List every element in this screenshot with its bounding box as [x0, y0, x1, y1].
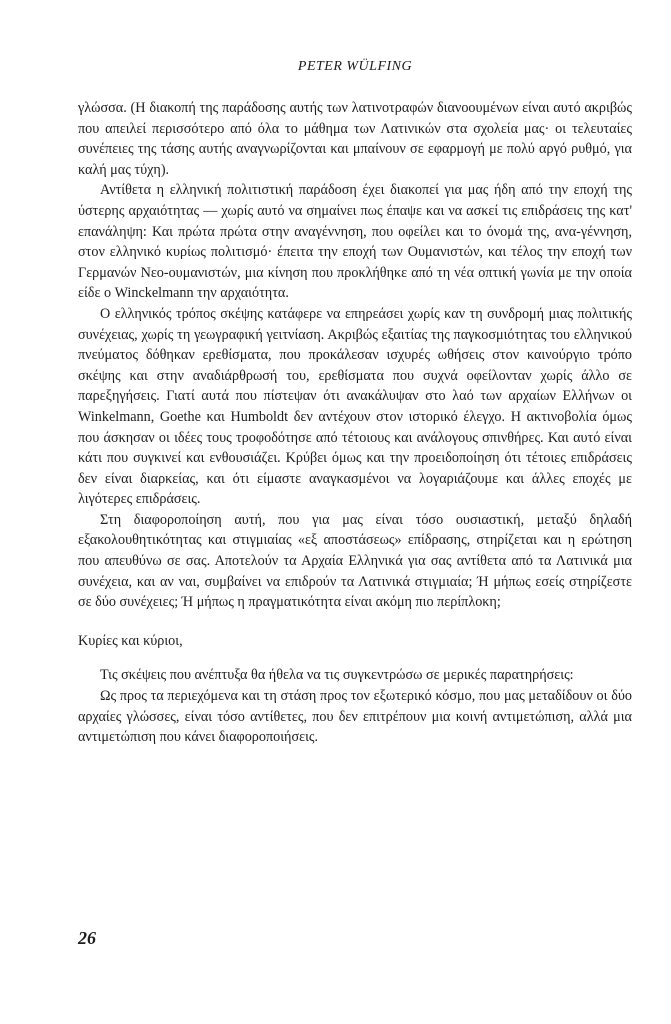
running-head: PETER WÜLFING [297, 59, 413, 74]
paragraph-differentiation: Στη διαφοροποίηση αυτή, που για μας είναι τόσο ουσιαστική, μεταξύ δηλαδή εξακολουθητικότητας και στιγμιαίας «εξ αποστάσεως» επίδρασης, στηρίζεται και η ερώτηση που απευθύνω σε σας. Αποτελούν τα Αρχαία Ελληνικά για σας αντίθετα από τα Λατινικά μια συνέχεια, και αν ναι, συμβαίνει να επιδρούν τα Λατινικά στιγμιαία; Ή μήπως εσείς στηρίζεστε σε δύο συνέχειες; Ή μήπως η πραγματικότητα είναι ακόμη πιο περίπλοκη; [78, 511, 632, 611]
page-number: 26 [78, 928, 96, 948]
paragraph-continuation: γλώσσα. (Η διακοπή της παράδοσης αυτής των λατινοτραφών διανοουμένων είναι αυτό ακριβώς που απειλεί περισσότερο από όλα το μάθημα των Λατινικών στα σχολεία μας· οι τελευταίες συνέπειες της τάσης αυτής αναγνωρίζονται και μπαίνουν σε εφαρμογή με πολύ αργό ρυθμό, για καλή μας τύχη). [78, 100, 632, 178]
paragraph-greek-tradition: Αντίθετα η ελληνική πολιτιστική παράδοση έχει διακοπεί για μας ήδη από την εποχή της ύστερης αρχαιότητας — χωρίς αυτό να σημαίνει πως έπαψε και να ασκεί τις επιδράσεις της κατ' επανάληψη: Και πρώτα πρώτα στην αναγέννηση, που οφείλει και το όνομά της, ανα-γέννηση, στον ελληνικό κυρίως πολιτισμό· έπειτα την εποχή των Ουμανιστών, και τέλος την εποχή των Γερμανών Νεο-ουμανιστών, μια κίνηση που προκλήθηκε από τη νέα οπτική γωνία με την οποία είδε ο Winckelmann την αρχαιότητα. [78, 182, 632, 302]
body-text [78, 98, 632, 748]
salutation: Κυρίες και κύριοι, [78, 632, 183, 649]
paragraph-greek-thought: Ο ελληνικός τρόπος σκέψης κατάφερε να επηρεάσει χωρίς καν τη συνδρομή μιας πολιτικής συνέχειας, χωρίς τη γεωγραφική γειτνίαση. Ακριβώς εξαιτίας της παγκοσμιότητας του ελληνικού πνεύματος δόθηκαν ερεθίσματα, που προκάλεσαν ισχυρές ωθήσεις στον καινούργιο τρόπο σκέψης και στην αναδιάρθρωσή του, ερεθίσματα που συχνά οφείλονταν χωρίς άλλο σε παρεξηγήσεις. Γιατί αυτά που πίστεψαν ότι ανακάλυψαν στο λαό των αρχαίων Ελλήνων οι Winkelmann, Goethe και Humboldt δεν αντέχουν στον ιστορικό έλεγχο. Η ακτινοβολία όμως που άσκησαν οι ιδέες τους τροφοδότησε από τέτοιους και ανάλογους σπινθήρες. Και αυτό είναι κάτι που συγκινεί και ενθουσιάζει. Κρύβει όμως και την προειδοποίηση ότι τέτοιες επιδράσεις δεν είναι διαρκείας, και ότι είμαστε αναγκασμένοι να λογαριάζουμε και άλλες εποχές με λιγότερες επιδράσεις. [78, 305, 632, 508]
paragraph-observation: Ως προς τα περιεχόμενα και τη στάση προς τον εξωτερικό κόσμο, που μας μεταδίδουν οι δύο αρχαίες γλώσσες, είναι τόσο αντίθετες, που δεν επιτρέπουν μια κοινή αντιμετώπιση, αλλά μια αντιμετώπιση που κάνει διαφοροποιήσεις. [78, 688, 632, 746]
paragraph-summary-intro: Τις σκέψεις που ανέπτυξα θα ήθελα να τις συγκεντρώσω σε μερικές παρατηρήσεις: [100, 667, 574, 684]
book-page [78, 58, 632, 948]
